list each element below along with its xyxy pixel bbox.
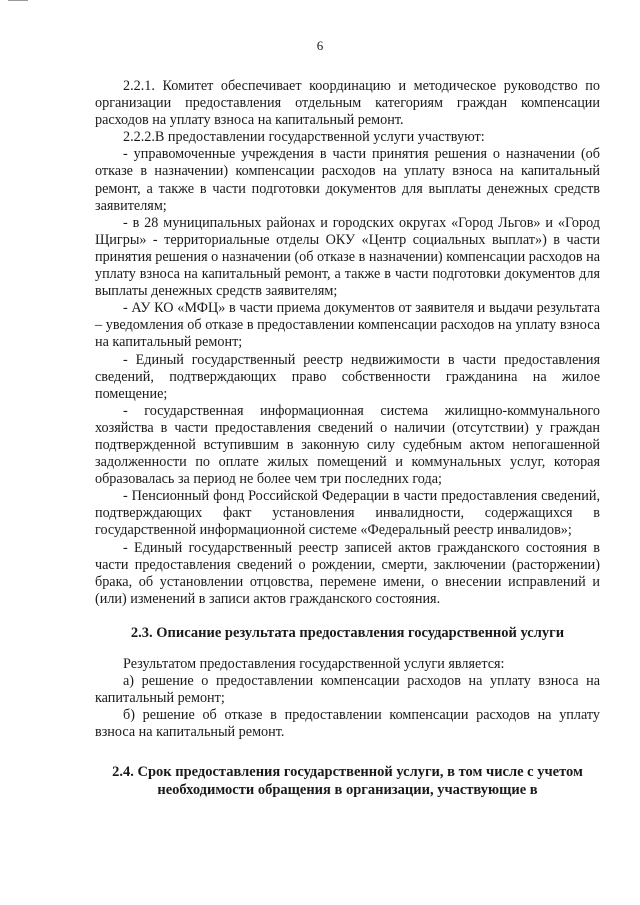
list-item: - Единый государственный реестр недвижимости в части предоставления сведений, подтверждающих право собственности гражданина на жилое помещение; [95,351,600,402]
list-item: - государственная информационная система жилищно-коммунального хозяйства в части предоставления сведений о наличии (отсутствии) у граждан подтвержденной вступившим в законную силу судебным актом непогашенной задолженности по оплате жилых помещений и коммунальных услуг, которая образовалась за период не более чем три последних года; [95,402,600,488]
paragraph-2-2-1: 2.2.1. Комитет обеспечивает координацию и методическое руководство по организации предоставления отдельным категориям граждан компенсации расходов на уплату взноса на капитальный ремонт. [95,78,600,129]
list-item: - Единый государственный реестр записей актов гражданского состояния в части предоставления сведений о рождении, смерти, заключении (расторжении) брака, об установлении отцовства, перемене имени, о внесении исправлений и (или) изменений в записи актов гражданского состояния. [95,539,600,607]
list-item: - Пенсионный фонд Российской Федерации в части предоставления сведений, подтверждающих факт установления инвалидности, содержащихся в государственной информационной системе «Федеральный реестр инвалидов»; [95,488,600,539]
list-item: - управомоченные учреждения в части принятия решения о назначении (об отказе в назначении) компенсации расходов на уплату взноса на капитальный ремонт, а также в части подготовки документов для выплаты денежных средств заявителям; [95,146,600,214]
section-heading-2-4: 2.4. Срок предоставления государственной услуги, в том числе с учетом необходимости обращения в организации, участвующие в [112,764,583,799]
paragraph-2-3-intro: Результатом предоставления государственной услуги является: [123,655,505,672]
section-heading-2-3: 2.3. Описание результата предоставления государственной услуги [130,624,565,641]
result-item: б) решение об отказе в предоставлении компенсации расходов на уплату взноса на капитальный ремонт. [95,707,600,741]
paragraph-2-2-2: 2.2.2.В предоставлении государственной услуги участвуют: [123,129,485,146]
list-item: - АУ КО «МФЦ» в части приема документов от заявителя и выдачи результата – уведомления об отказе в предоставлении компенсации расходов на уплату взноса на капитальный ремонт; [95,300,600,351]
document-body [95,78,600,799]
scan-mark [8,0,28,1]
result-item: а) решение о предоставлении компенсации расходов на уплату взноса на капитальный ремонт; [95,673,600,707]
page-number: 6 [316,38,324,53]
list-item: - в 28 муниципальных районах и городских округах «Город Льгов» и «Город Щигры» - территориальные отделы ОКУ «Центр социальных выплат») в части принятия решения о назначении (об отказе в назначении) компенсации расходов на уплату взноса на капитальный ремонт, а также в части подготовки документов для выплаты денежных средств заявителям; [95,214,600,300]
